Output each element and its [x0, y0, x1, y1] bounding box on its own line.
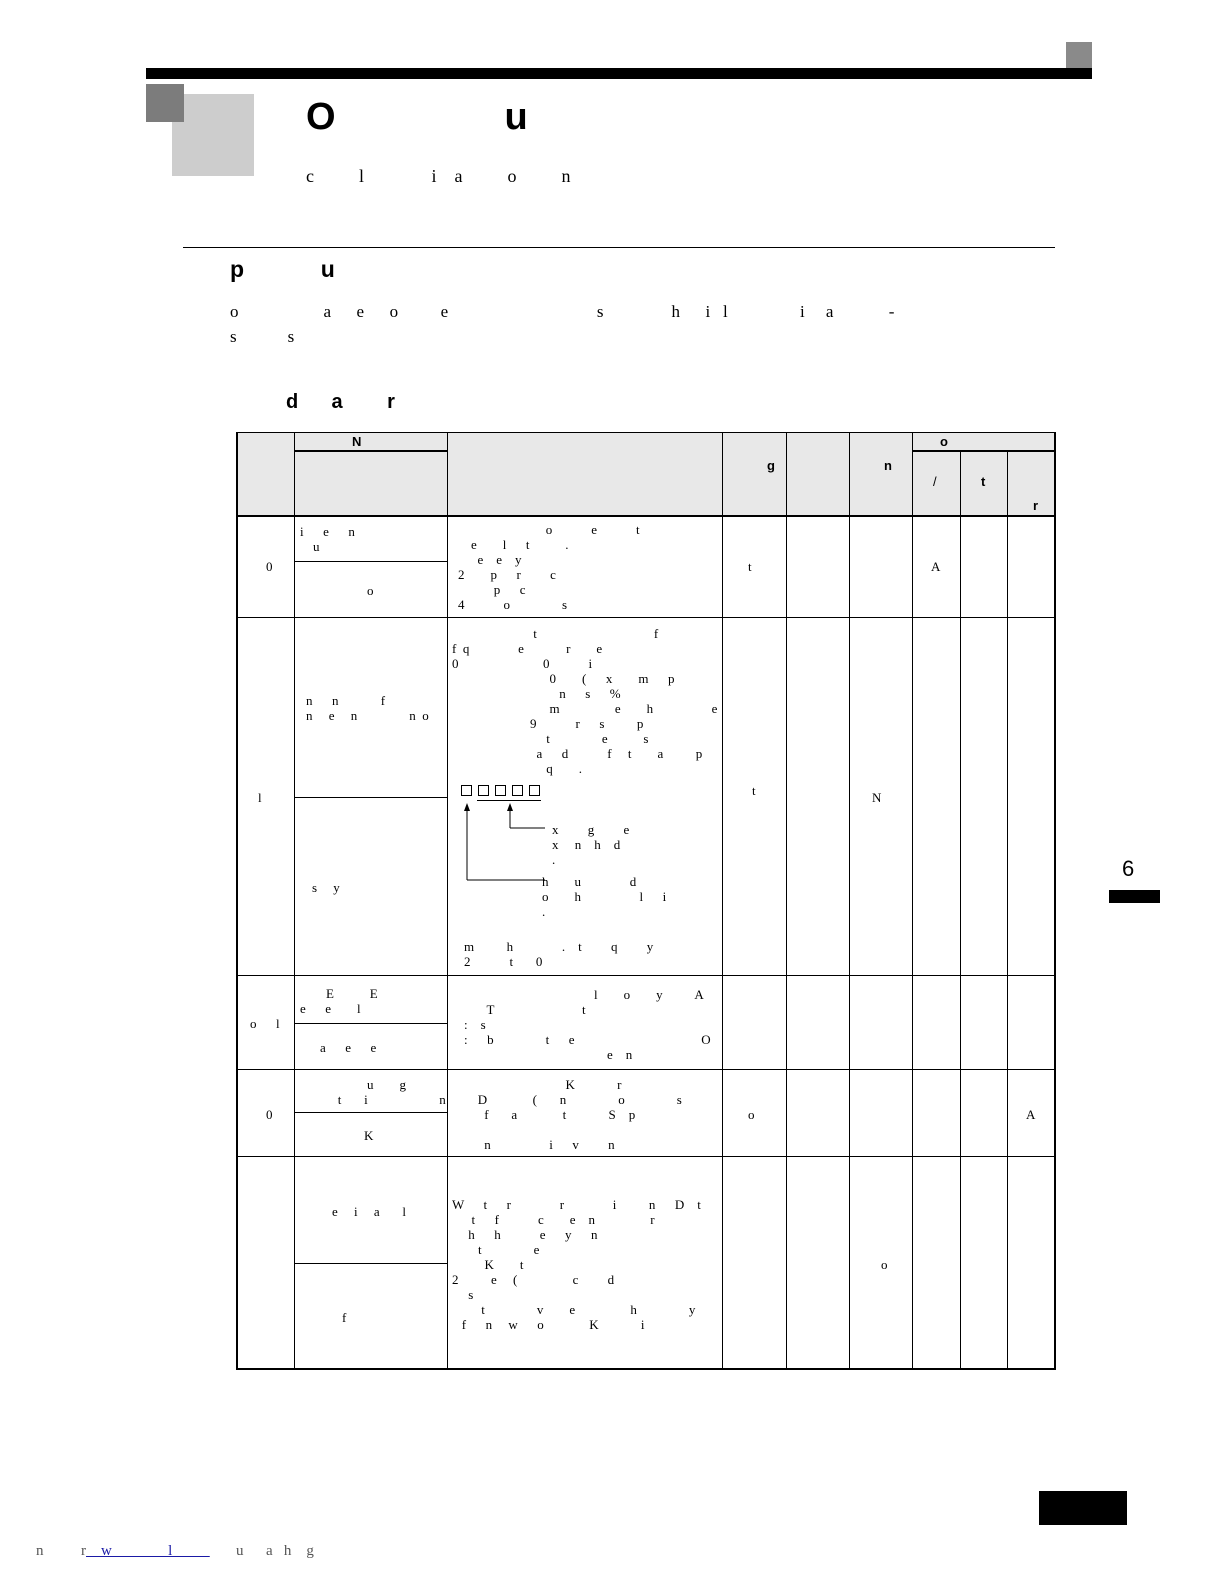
table-border-top	[236, 432, 1056, 433]
name-subline	[294, 797, 447, 798]
name-subline	[294, 1023, 447, 1024]
row-4-desc: W t r r i n D t t f c e n r h h e y n t e K t 2 e ( c d s t v e h y f n w o K i	[452, 1197, 701, 1332]
chapter-subtitle: c l i a o n	[306, 166, 571, 186]
row-1-setting: t	[752, 783, 756, 798]
row-3-setting: o	[748, 1107, 755, 1122]
row-line	[236, 1069, 1056, 1070]
row-3-num: 0	[266, 1107, 273, 1122]
row-3-desc-bottom: n i v n	[468, 1137, 615, 1152]
row-1-diagram-note-1: x g e x n h d .	[552, 822, 630, 867]
row-0-setting: t	[748, 559, 752, 574]
digit-box	[512, 785, 523, 796]
digit-box	[461, 785, 472, 796]
chapter-tab-bar	[1109, 890, 1160, 903]
row-4-col-n: o	[881, 1257, 888, 1272]
chapter-deco-light	[172, 94, 254, 176]
section-paragraph-line-2: s s	[230, 327, 295, 346]
header-sub2: t	[981, 474, 986, 489]
row-0-name-top: i e n u	[300, 524, 355, 554]
header-cell-blank	[786, 432, 849, 516]
header-cell-desc	[447, 432, 722, 516]
col-line	[786, 432, 787, 1370]
chapter-deco-dark	[146, 84, 184, 122]
row-1-desc-bottom: m h . t q y 2 t 0	[464, 939, 654, 969]
name-subline	[294, 561, 447, 562]
section-heading: p u	[230, 256, 335, 282]
page-number-box	[1039, 1491, 1127, 1525]
row-line	[236, 617, 1056, 618]
digit-box	[529, 785, 540, 796]
corner-marker	[1066, 42, 1092, 68]
row-1-name-top: n n f n e n n o	[306, 693, 429, 723]
section-paragraph-line-1: o a e o e s h i l i a -	[230, 302, 895, 321]
parameter-table	[236, 432, 1056, 1370]
row-4-name-bottom: f	[342, 1310, 347, 1325]
col-line	[447, 432, 448, 1370]
row-2-name-bottom: a e e	[320, 1040, 377, 1055]
row-line	[236, 975, 1056, 976]
header-cell-setting	[722, 432, 786, 516]
header-n: n	[884, 458, 892, 473]
header-sub3: r	[1033, 498, 1039, 513]
header-subline-name	[294, 450, 447, 452]
row-1-desc: t f f q e r e 0 0 i 0 ( x m p n s % m e h e 9 r s p t e s a d f t a p q .	[452, 626, 718, 776]
table-border-bottom	[236, 1368, 1056, 1370]
row-3-name-bottom: K	[364, 1128, 374, 1143]
col-line	[912, 432, 913, 1370]
chapter-title: O u	[306, 96, 528, 138]
footer-prefix: n r	[36, 1543, 86, 1559]
header-bar	[146, 68, 1092, 79]
header-group: o	[940, 434, 948, 449]
col-line	[960, 451, 961, 1370]
section-rule	[183, 247, 1055, 248]
row-2-desc: l o y A T t : s : b t e O e n	[464, 987, 711, 1062]
header-cell-num	[236, 432, 294, 516]
digit-box	[495, 785, 506, 796]
footer	[36, 1543, 314, 1560]
row-3-sub3: A	[1026, 1107, 1036, 1122]
col-line	[722, 432, 723, 1370]
col-line	[849, 432, 850, 1370]
header-sub1: /	[933, 474, 937, 489]
header-bottom-line	[236, 515, 1056, 517]
digit-box	[478, 785, 489, 796]
row-2-num: o l	[250, 1016, 280, 1031]
table-border-right	[1054, 432, 1056, 1370]
row-1-col-n: N	[872, 790, 882, 805]
row-0-name-bottom: o	[367, 583, 374, 598]
table-heading: d a r	[286, 391, 395, 413]
header-name: N	[352, 434, 362, 449]
row-0-num: 0	[266, 559, 273, 574]
name-subline	[294, 1263, 447, 1264]
row-1-name-bottom: s y	[312, 880, 340, 895]
row-1-num: l	[258, 790, 262, 805]
row-4-name-top: e i a l	[332, 1204, 407, 1219]
row-0-desc: o e t e l t . e e y 2 p r c p c 4 o s	[458, 522, 640, 612]
row-0-sub1: A	[931, 559, 941, 574]
header-cell-n	[849, 432, 912, 516]
header-setting: g	[767, 458, 775, 473]
col-line	[294, 432, 295, 1370]
header-cell-name	[294, 432, 447, 516]
chapter-tab-number: 6	[1122, 856, 1135, 881]
col-line	[1007, 451, 1008, 1370]
footer-link[interactable]: w l	[86, 1543, 210, 1559]
name-subline	[294, 1112, 447, 1113]
row-2-name-top: E E e e l	[300, 986, 378, 1016]
row-1-diagram-note-2: h u d o h l i .	[542, 874, 667, 919]
header-subline-group	[912, 450, 1056, 452]
row-3-name-top: u g t i n	[337, 1077, 446, 1107]
row-line	[236, 1156, 1056, 1157]
table-border-left	[236, 432, 238, 1370]
footer-suffix: u a h g	[209, 1543, 314, 1559]
row-3-desc: K r D ( n o s f a t S p	[477, 1077, 682, 1122]
